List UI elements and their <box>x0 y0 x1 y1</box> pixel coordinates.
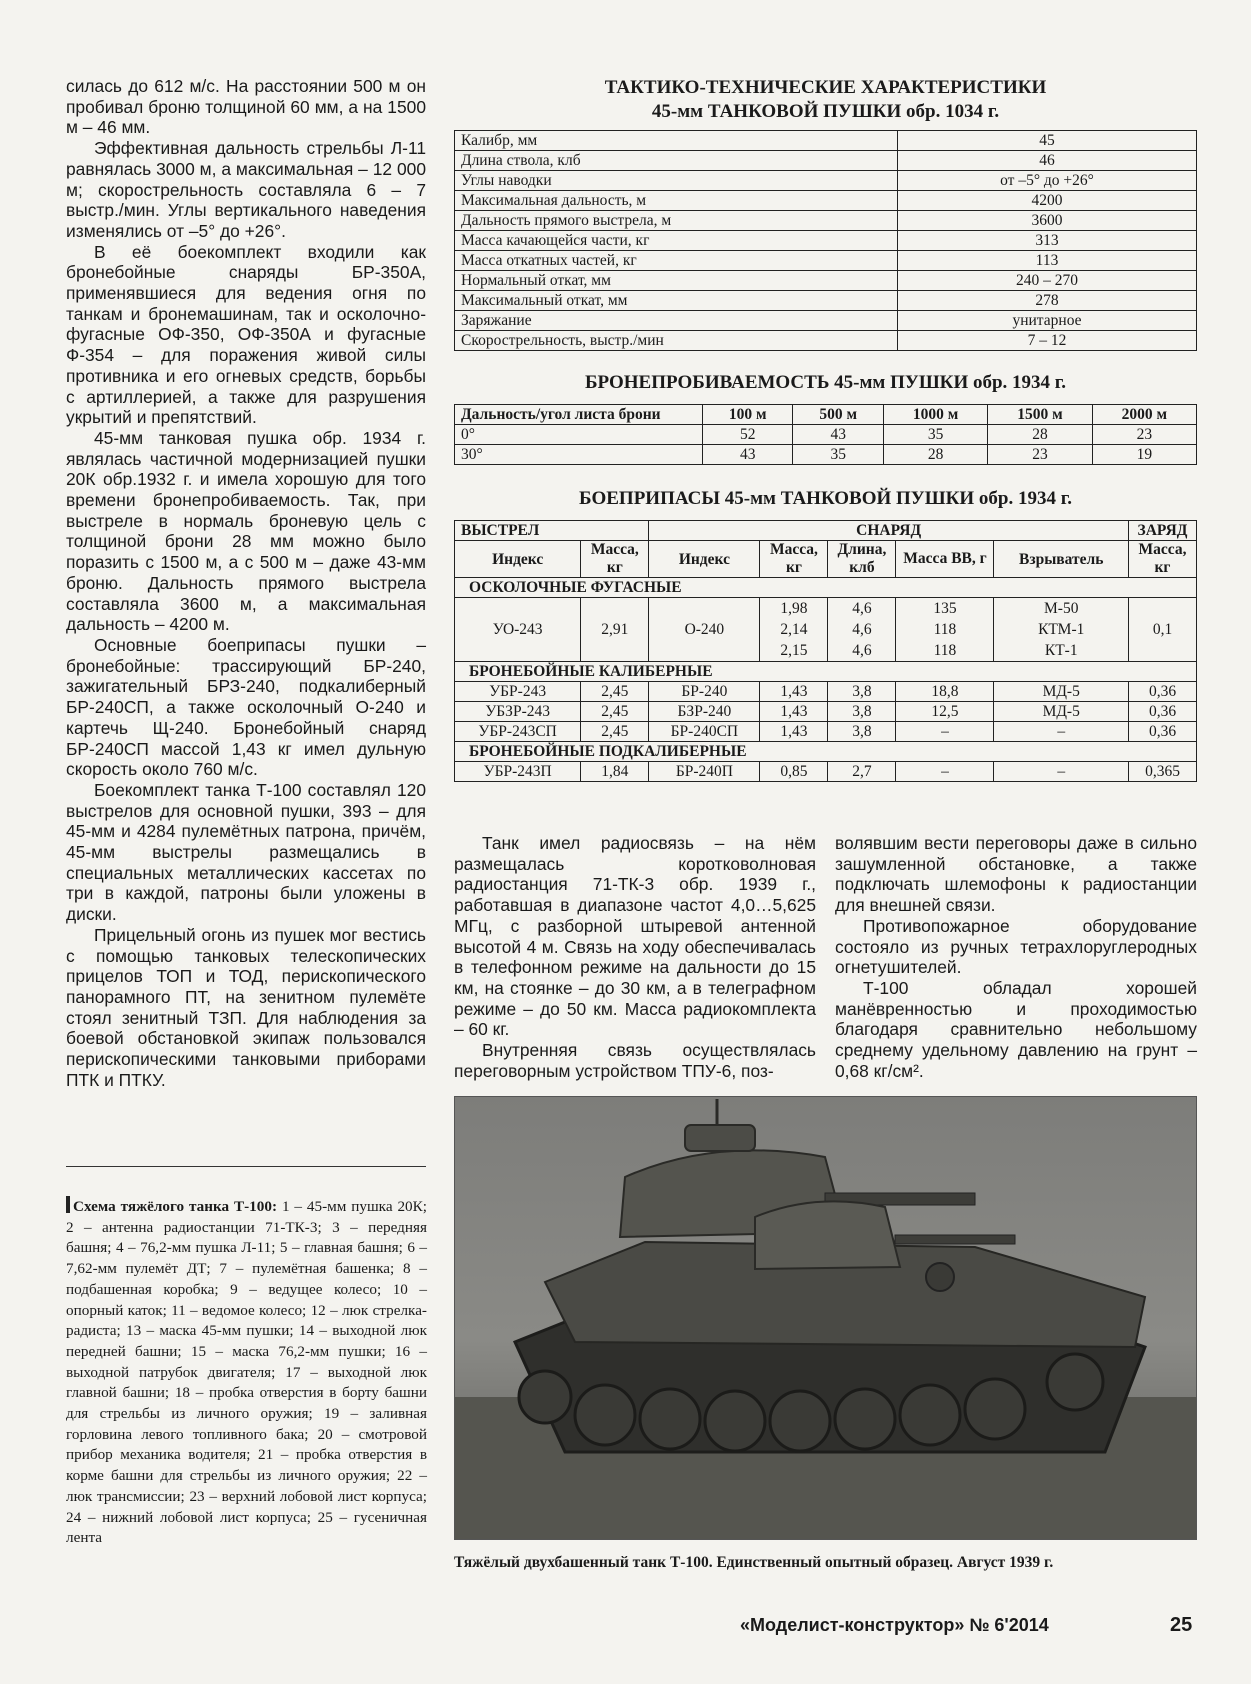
cell-line: 4,6 <box>852 621 872 638</box>
ammo-cell: 2,45 <box>581 722 649 742</box>
cell-line: 118 <box>933 621 957 638</box>
ammo-cell: 1,43 <box>760 682 828 702</box>
ammo-cell: БЗР-240 <box>649 702 760 722</box>
schema-text: 1 – 45-мм пушка 20К; 2 – антенна радиостанции 71-ТК-3; 3 – передняя башня; 4 – 76,2-мм пушка Л-11; 5 – главная башня; 6 – 7,62-мм пулемёт ДТ; 7 – пулемётная башенка; 8 – подбашенная коробка; 9 – ведущее колесо; 10 – опорный каток; 11 – ведомое колесо; 12 – люк стрелка-радиста; 13 – маска 45-мм пушки; 14 – выходной люк передней башни; 15 – маска 76,2-мм пушки; 16 – выходной патрубок двигателя; 17 – выходной люк главной башни; 18 – пробка отверстия в борту башни для стрельбы из личного оружия; 19 – заливная горловина левого топливного бака; 20 – смотровой прибор механика водителя; 21 – пробка отверстия в корме башни для стрельбы из личного оружия; 22 – люк трансмиссии; 23 – верхний лобовой лист корпуса; 24 – нижний лобовой лист корпуса; 25 – гусеничная лента <box>66 1198 428 1547</box>
ammo-cell: – <box>994 722 1129 742</box>
cell-line: 4,6 <box>852 600 872 617</box>
paragraph: Противопожарное оборудование состояло из ручных тетрахлоруглеродных огнетушителей. <box>835 915 1197 978</box>
ammo-cell: 0,36 <box>1129 702 1197 722</box>
ammo-cell: БР-240 <box>649 682 760 702</box>
column-divider <box>66 1166 426 1167</box>
ammo-cell: 0,36 <box>1129 682 1197 702</box>
spec-value: 313 <box>898 231 1197 251</box>
paragraph: Т-100 обладал хорошей манёвренностью и проходимостью благодаря сравнительно небольшому среднему удельному давлению на грунт – 0,68 кг/см². <box>835 977 1197 1081</box>
paragraph: 45-мм танковая пушка обр. 1934 г. являлась частичной модернизацией пушки 20К обр.1932 г. и имела хорошую для того времени бронепробиваемость. Так, при выстреле в нормаль броневую цель с толщиной брони 28 мм можно было поразить с 1500 м, а с 500 м – даже 43-мм броню. Дальность прямого выстрела составляла 3600 м, а максимальная дальность – 4200 м. <box>66 427 426 635</box>
col-index: Индекс <box>455 541 581 578</box>
spec-label: Масса качающейся части, кг <box>455 231 898 251</box>
schema-title: Схема тяжёлого танка Т-100: <box>73 1198 278 1215</box>
paragraph: силась до 612 м/с. На расстоянии 500 м он пробивал броню толщиной 60 мм, а на 1500 м – 46 мм. <box>66 76 426 138</box>
table-row <box>455 445 1197 465</box>
section-apsub: БРОНЕБОЙНЫЕ ПОДКАЛИБЕРНЫЕ <box>455 742 1197 762</box>
paragraph: Прицельный огонь из пушек мог вестись с помощью танковых телескопических прицелов ТОП и ТОД, перископического панорамного ПТ, на зенитном пулемёте стоял зенитный ТЗП. Для наблюдения за боевой обстановкой экипаж пользовался перископическими танковыми приборами ПТК и ПТКУ. <box>66 924 426 1090</box>
cell: 2,91 <box>581 598 649 662</box>
paragraph: В её боекомплект входили как бронебойные снаряды БР-350А, применявшиеся для ведения огня по танкам и бронемашинам, так и осколочно-фугасные ОФ-350, ОФ-350А и фугасные Ф-354 – для поражения живой силы противника и его огневых средств, борьбы с артиллерией, а также для разрушения укрытий и препятствий. <box>66 241 426 428</box>
table-row <box>455 231 1197 251</box>
ammo-cell: МД-5 <box>994 682 1129 702</box>
ammo-cell: 2,7 <box>828 762 896 782</box>
spec-value: 46 <box>898 151 1197 171</box>
header-charge: ЗАРЯД <box>1129 521 1197 541</box>
ammo-cell: МД-5 <box>994 702 1129 722</box>
table-row <box>455 425 1197 445</box>
spec-value: 7 – 12 <box>898 331 1197 351</box>
ammo-cell: 12,5 <box>896 702 994 722</box>
cell-stack <box>760 598 828 662</box>
table-row <box>455 211 1197 231</box>
ammo-cell: 2,45 <box>581 682 649 702</box>
ammo-cell: 1,43 <box>760 702 828 722</box>
penetration-table-title: БРОНЕПРОБИВАЕМОСТЬ 45-мм ПУШКИ обр. 1934 г. <box>584 372 1067 393</box>
cell-line: М-50 <box>1044 600 1079 617</box>
section-ap: БРОНЕБОЙНЫЕ КАЛИБЕРНЫЕ <box>455 662 1197 682</box>
pen-cell: 43 <box>703 445 793 465</box>
spec-value: 45 <box>898 131 1197 151</box>
spec-title-line1: ТАКТИКО-ТЕХНИЧЕСКИЕ ХАРАКТЕРИСТИКИ <box>604 77 1047 98</box>
col-mass: Масса, кг <box>581 541 649 578</box>
table-row <box>455 682 1197 702</box>
paragraph: Эффективная дальность стрельбы Л-11 равнялась 3000 м, а максимальная – 12 000 м; скорострельность составляла 6 – 7 выстр./мин. Углы вертикального наведения изменялись от –5° до +26°. <box>66 138 426 241</box>
cell-line: КТ-1 <box>1044 642 1078 659</box>
header-shell: СНАРЯД <box>649 521 1129 541</box>
body-column-1 <box>454 833 816 1081</box>
pen-cell: 28 <box>988 425 1092 445</box>
table-row <box>455 251 1197 271</box>
cell-line: 1,98 <box>780 600 808 617</box>
cell-line: КТМ-1 <box>1038 621 1085 638</box>
pen-header: 2000 м <box>1092 405 1196 425</box>
cell-stack <box>828 598 896 662</box>
pen-header: 1500 м <box>988 405 1092 425</box>
pen-cell: 30° <box>455 445 703 465</box>
pen-header: Дальность/угол листа брони <box>455 405 703 425</box>
cell: УО-243 <box>455 598 581 662</box>
cell-line: 135 <box>933 600 957 617</box>
spec-value: от –5° до +26° <box>898 171 1197 191</box>
tank-photo <box>454 1096 1197 1540</box>
cell-line: 2,14 <box>780 621 808 638</box>
ammo-cell: 2,45 <box>581 702 649 722</box>
table-row <box>455 271 1197 291</box>
ammo-table <box>454 520 1197 782</box>
photo-caption: Тяжёлый двухбашенный танк Т-100. Единственный опытный образец. Август 1939 г. <box>454 1554 1054 1571</box>
header-shot: ВЫСТРЕЛ <box>455 521 649 541</box>
ammo-cell: 3,8 <box>828 722 896 742</box>
ammo-cell: 1,84 <box>581 762 649 782</box>
ammo-cell: – <box>994 762 1129 782</box>
spec-label: Дальность прямого выстрела, м <box>455 211 898 231</box>
body-column-2 <box>835 833 1197 1081</box>
spec-value: 240 – 270 <box>898 271 1197 291</box>
spec-label: Заряжание <box>455 311 898 331</box>
pen-cell: 19 <box>1092 445 1196 465</box>
pen-cell: 23 <box>988 445 1092 465</box>
cell-line: 2,15 <box>780 642 808 659</box>
pen-cell: 0° <box>455 425 703 445</box>
ammo-cell: 3,8 <box>828 702 896 722</box>
table-row <box>455 191 1197 211</box>
ammo-cell: 0,85 <box>760 762 828 782</box>
col-fuze: Взрыватель <box>994 541 1129 578</box>
cell-stack <box>896 598 994 662</box>
ammo-cell: 0,365 <box>1129 762 1197 782</box>
penetration-table <box>454 404 1197 465</box>
ammo-cell: БР-240СП <box>649 722 760 742</box>
ammo-cell: 3,8 <box>828 682 896 702</box>
cell-stack <box>994 598 1129 662</box>
spec-table-title <box>454 76 1197 124</box>
ammo-cell: УБР-243СП <box>455 722 581 742</box>
spec-value: 278 <box>898 291 1197 311</box>
ammo-table-title: БОЕПРИПАСЫ 45-мм ТАНКОВОЙ ПУШКИ обр. 1934 г. <box>579 488 1072 509</box>
ammo-cell: УБЗР-243 <box>455 702 581 722</box>
paragraph: Основные боеприпасы пушки – бронебойные: трассирующий БР-240, зажигательный БРЗ-240, подкалиберный БР-240СП, а также осколочный О-240 и картечь Щ-240. Бронебойный снаряд БР-240СП массой 1,43 кг имел дульную скорость около 760 м/с. <box>66 634 426 780</box>
pen-cell: 52 <box>703 425 793 445</box>
col-charge-mass: Масса, кг <box>1129 541 1197 578</box>
spec-label: Калибр, мм <box>455 131 898 151</box>
ammo-cell: – <box>896 762 994 782</box>
col-explosive: Масса ВВ, г <box>896 541 994 578</box>
pen-cell: 35 <box>793 445 883 465</box>
pen-cell: 23 <box>1092 425 1196 445</box>
spec-value: 113 <box>898 251 1197 271</box>
table-row <box>455 331 1197 351</box>
cell: О-240 <box>649 598 760 662</box>
table-row <box>455 131 1197 151</box>
col-length: Длина, клб <box>828 541 896 578</box>
spec-label: Длина ствола, клб <box>455 151 898 171</box>
pen-cell: 35 <box>883 425 987 445</box>
pen-header: 500 м <box>793 405 883 425</box>
spec-label: Максимальная дальность, м <box>455 191 898 211</box>
pen-cell: 28 <box>883 445 987 465</box>
spec-label: Максимальный откат, мм <box>455 291 898 311</box>
cell-line: 118 <box>933 642 957 659</box>
ammo-cell: – <box>896 722 994 742</box>
paragraph: Внутренняя связь осуществлялась переговорным устройством ТПУ-6, поз- <box>454 1040 816 1081</box>
spec-value: 4200 <box>898 191 1197 211</box>
col-shell-index: Индекс <box>649 541 760 578</box>
ammo-cell: 0,36 <box>1129 722 1197 742</box>
tables-column <box>454 76 1197 782</box>
spec-value: 3600 <box>898 211 1197 231</box>
tank-illustration <box>455 1097 1196 1539</box>
col-shell-mass: Масса, кг <box>760 541 828 578</box>
table-row <box>455 291 1197 311</box>
spec-title-line2: 45-мм ТАНКОВОЙ ПУШКИ обр. 1034 г. <box>651 101 1000 122</box>
table-row <box>455 762 1197 782</box>
table-row <box>455 702 1197 722</box>
spec-table <box>454 130 1197 351</box>
cell-line: 4,6 <box>852 642 872 659</box>
ammo-cell: УБР-243П <box>455 762 581 782</box>
schema-legend <box>66 1196 427 1549</box>
pen-header: 1000 м <box>883 405 987 425</box>
spec-label: Нормальный откат, мм <box>455 271 898 291</box>
section-he: ОСКОЛОЧНЫЕ ФУГАСНЫЕ <box>455 578 1197 598</box>
ammo-cell: 1,43 <box>760 722 828 742</box>
page-number: 25 <box>1170 1614 1193 1636</box>
table-row <box>455 311 1197 331</box>
left-column <box>66 76 426 1090</box>
spec-label: Углы наводки <box>455 171 898 191</box>
spec-label: Скорострельность, выстр./мин <box>455 331 898 351</box>
ammo-cell: УБР-243 <box>455 682 581 702</box>
ammo-cell: БР-240П <box>649 762 760 782</box>
paragraph: волявшим вести переговоры даже в сильно зашумленной обстановке, а также подключать шлемофоны к радиостанции для внешней связи. <box>835 833 1197 916</box>
pen-header: 100 м <box>703 405 793 425</box>
paragraph: Танк имел радиосвязь – на нём размещалась коротковолновая радиостанция 71-ТК-3 обр. 1939 г., работавшая в диапазоне частот 4,0…5,625 МГц, с разборной штыревой антенной высотой 4 м. Связь на ходу обеспечивалась в телефонном режиме на дальности до 15 км, на стоянке – до 30 км, а в телеграфном режиме – до 50 км. Масса радиокомплекта – 60 кг. <box>454 833 816 1040</box>
table-row <box>455 722 1197 742</box>
pen-cell: 43 <box>793 425 883 445</box>
cell: 0,1 <box>1129 598 1197 662</box>
ammo-cell: 18,8 <box>896 682 994 702</box>
spec-label: Масса откатных частей, кг <box>455 251 898 271</box>
table-row <box>455 171 1197 191</box>
spec-value: унитарное <box>898 311 1197 331</box>
table-row <box>455 151 1197 171</box>
paragraph: Боекомплект танка Т-100 составлял 120 выстрелов для основной пушки, 393 – для 45-мм и 4284 пулемётных патрона, причём, 45-мм выстрелы размещались в специальных металлических кассетах по три в каждой, патроны были уложены в диски. <box>66 779 426 925</box>
legend-marker <box>66 1196 70 1213</box>
magazine-title: «Моделист-конструктор» № 6'2014 <box>740 1615 1049 1635</box>
